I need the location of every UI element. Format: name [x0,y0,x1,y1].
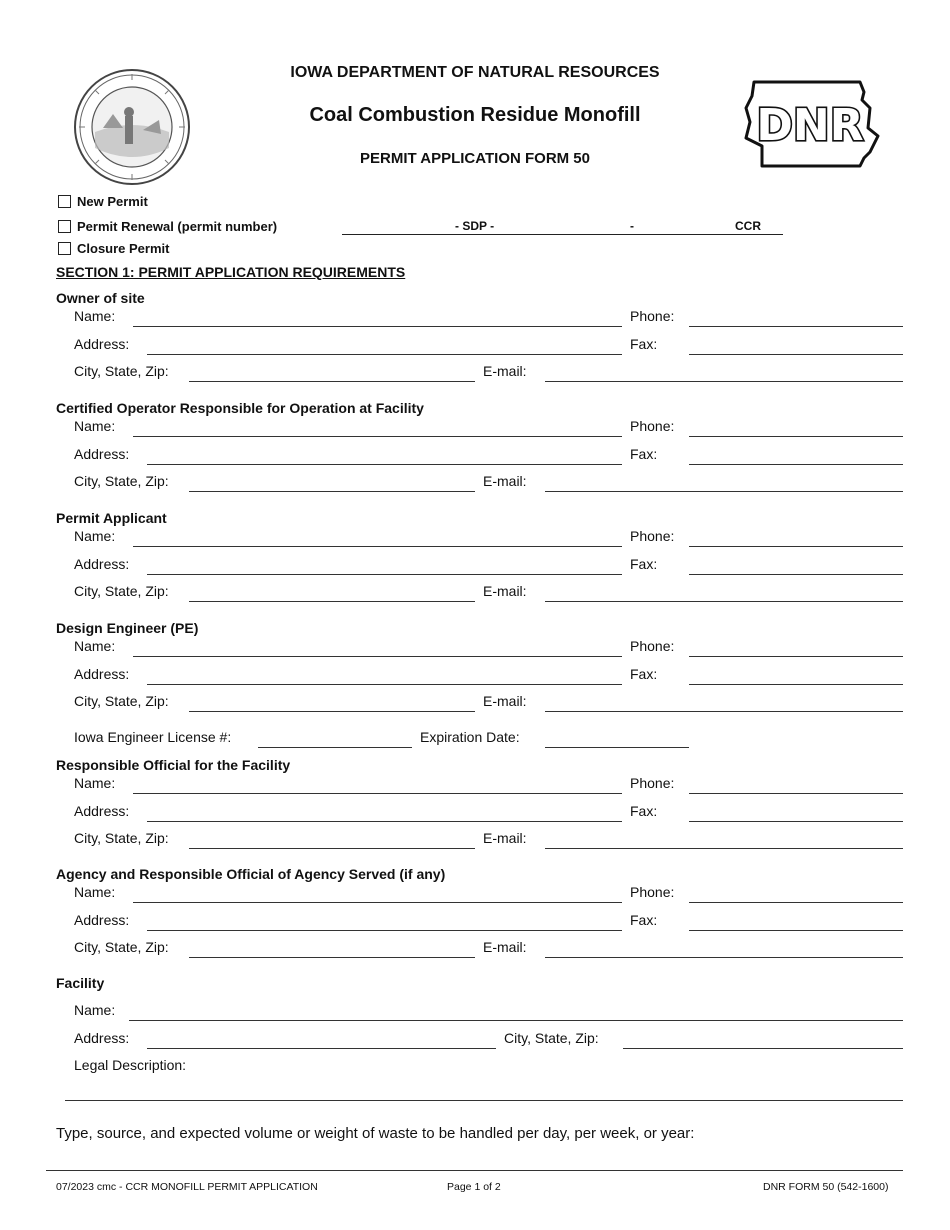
applicant-phone-label: Phone: [630,528,675,544]
operator-group-title: Certified Operator Responsible for Operation at Facility [56,400,424,416]
engineer-group-title: Design Engineer (PE) [56,620,199,636]
official-fax-label: Fax: [630,803,658,819]
applicant-phone-input[interactable] [689,546,903,547]
agency-city-input[interactable] [189,957,475,958]
applicant-address-label: Address: [74,556,130,572]
owner-name-input[interactable] [133,326,622,327]
official-address-input[interactable] [147,821,622,822]
applicant-fax-label: Fax: [630,556,658,572]
engineer-email-input[interactable] [545,711,903,712]
footer-page: Page 1 of 2 [447,1181,501,1193]
facility-legal-input[interactable] [65,1100,903,1101]
owner-address-label: Address: [74,336,130,352]
official-name-label: Name: [74,775,116,791]
renewal-permit-option[interactable] [58,219,277,234]
applicant-address-input[interactable] [147,574,622,575]
agency-email-label: E-mail: [483,939,527,955]
waste-description-prompt: Type, source, and expected volume or weight of waste to be handled per day, per week, or year: [56,1125,695,1142]
agency-city-label: City, State, Zip: [74,939,169,955]
form-title: Coal Combustion Residue Monofill [309,104,641,126]
dnr-logo [742,78,880,170]
applicant-email-input[interactable] [545,601,903,602]
renewal-permit-checkbox[interactable] [58,220,71,233]
section-1-title: SECTION 1: PERMIT APPLICATION REQUIREMENTS [56,264,406,280]
facility-group-title: Facility [56,975,105,991]
permit-sdp-text: - SDP - [455,219,495,233]
agency-name-label: Name: [74,884,116,900]
agency-phone-label: Phone: [630,884,675,900]
operator-name-label: Name: [74,418,116,434]
agency-fax-label: Fax: [630,912,658,928]
facility-address-label: Address: [74,1030,130,1046]
owner-email-label: E-mail: [483,363,527,379]
footer-left: 07/2023 cmc - CCR MONOFILL PERMIT APPLICATION [56,1181,318,1193]
engineer-expiration-label: Expiration Date: [420,729,520,745]
agency-phone-input[interactable] [689,902,903,903]
footer-divider [46,1170,903,1171]
state-seal-image [73,68,191,186]
applicant-fax-input[interactable] [689,574,903,575]
official-city-input[interactable] [189,848,475,849]
applicant-city-input[interactable] [189,601,475,602]
operator-email-label: E-mail: [483,473,527,489]
official-group-title: Responsible Official for the Facility [56,757,291,773]
engineer-email-label: E-mail: [483,693,527,709]
form-subtitle: PERMIT APPLICATION FORM 50 [359,150,590,167]
facility-name-input[interactable] [129,1020,903,1021]
applicant-city-label: City, State, Zip: [74,583,169,599]
facility-city-label: City, State, Zip: [504,1030,599,1046]
facility-legal-label: Legal Description: [74,1057,187,1073]
official-address-label: Address: [74,803,130,819]
official-phone-input[interactable] [689,793,903,794]
agency-fax-input[interactable] [689,930,903,931]
permit-ccr-text: CCR [735,219,761,233]
official-city-label: City, State, Zip: [74,830,169,846]
operator-address-input[interactable] [147,464,622,465]
engineer-address-input[interactable] [147,684,622,685]
agency-email-input[interactable] [545,957,903,958]
renewal-permit-label: Permit Renewal (permit number) [77,219,278,234]
owner-fax-label: Fax: [630,336,658,352]
engineer-city-label: City, State, Zip: [74,693,169,709]
new-permit-option[interactable] [58,194,148,209]
operator-address-label: Address: [74,446,130,462]
new-permit-label: New Permit [77,194,148,209]
owner-email-input[interactable] [545,381,903,382]
engineer-address-label: Address: [74,666,130,682]
operator-city-input[interactable] [189,491,475,492]
closure-permit-label: Closure Permit [77,241,170,256]
engineer-phone-input[interactable] [689,656,903,657]
closure-permit-checkbox[interactable] [58,242,71,255]
engineer-name-label: Name: [74,638,116,654]
facility-address-input[interactable] [147,1048,496,1049]
closure-permit-option[interactable] [58,241,169,256]
new-permit-checkbox[interactable] [58,195,71,208]
owner-name-label: Name: [74,308,116,324]
owner-fax-input[interactable] [689,354,903,355]
permit-dash-text: - [630,219,634,233]
engineer-expiration-input[interactable] [545,747,689,748]
owner-city-label: City, State, Zip: [74,363,169,379]
agency-name: IOWA DEPARTMENT OF NATURAL RESOURCES [290,64,660,81]
engineer-license-label: Iowa Engineer License #: [74,729,232,745]
facility-name-label: Name: [74,1002,116,1018]
applicant-name-input[interactable] [133,546,622,547]
engineer-phone-label: Phone: [630,638,675,654]
agency-address-input[interactable] [147,930,622,931]
engineer-fax-input[interactable] [689,684,903,685]
engineer-city-input[interactable] [189,711,475,712]
engineer-license-input[interactable] [258,747,412,748]
owner-phone-input[interactable] [689,326,903,327]
agency-name-input[interactable] [133,902,622,903]
operator-phone-label: Phone: [630,418,675,434]
operator-fax-label: Fax: [630,446,658,462]
operator-phone-input[interactable] [689,436,903,437]
agency-group-title: Agency and Responsible Official of Agency Served (if any) [56,866,446,882]
official-phone-label: Phone: [630,775,675,791]
operator-name-input[interactable] [133,436,622,437]
footer-right: DNR FORM 50 (542-1600) [763,1181,889,1193]
applicant-group-title: Permit Applicant [56,510,167,526]
facility-city-input[interactable] [623,1048,903,1049]
applicant-email-label: E-mail: [483,583,527,599]
official-email-label: E-mail: [483,830,527,846]
owner-phone-label: Phone: [630,308,675,324]
owner-address-input[interactable] [147,354,622,355]
engineer-name-input[interactable] [133,656,622,657]
applicant-name-label: Name: [74,528,116,544]
dnr-logo-text: DNR [756,100,864,151]
official-name-input[interactable] [133,793,622,794]
official-email-input[interactable] [545,848,903,849]
operator-email-input[interactable] [545,491,903,492]
owner-city-input[interactable] [189,381,475,382]
owner-group-title: Owner of site [56,290,145,306]
permit-number-field[interactable] [342,234,783,235]
operator-fax-input[interactable] [689,464,903,465]
official-fax-input[interactable] [689,821,903,822]
operator-city-label: City, State, Zip: [74,473,169,489]
engineer-fax-label: Fax: [630,666,658,682]
agency-address-label: Address: [74,912,130,928]
